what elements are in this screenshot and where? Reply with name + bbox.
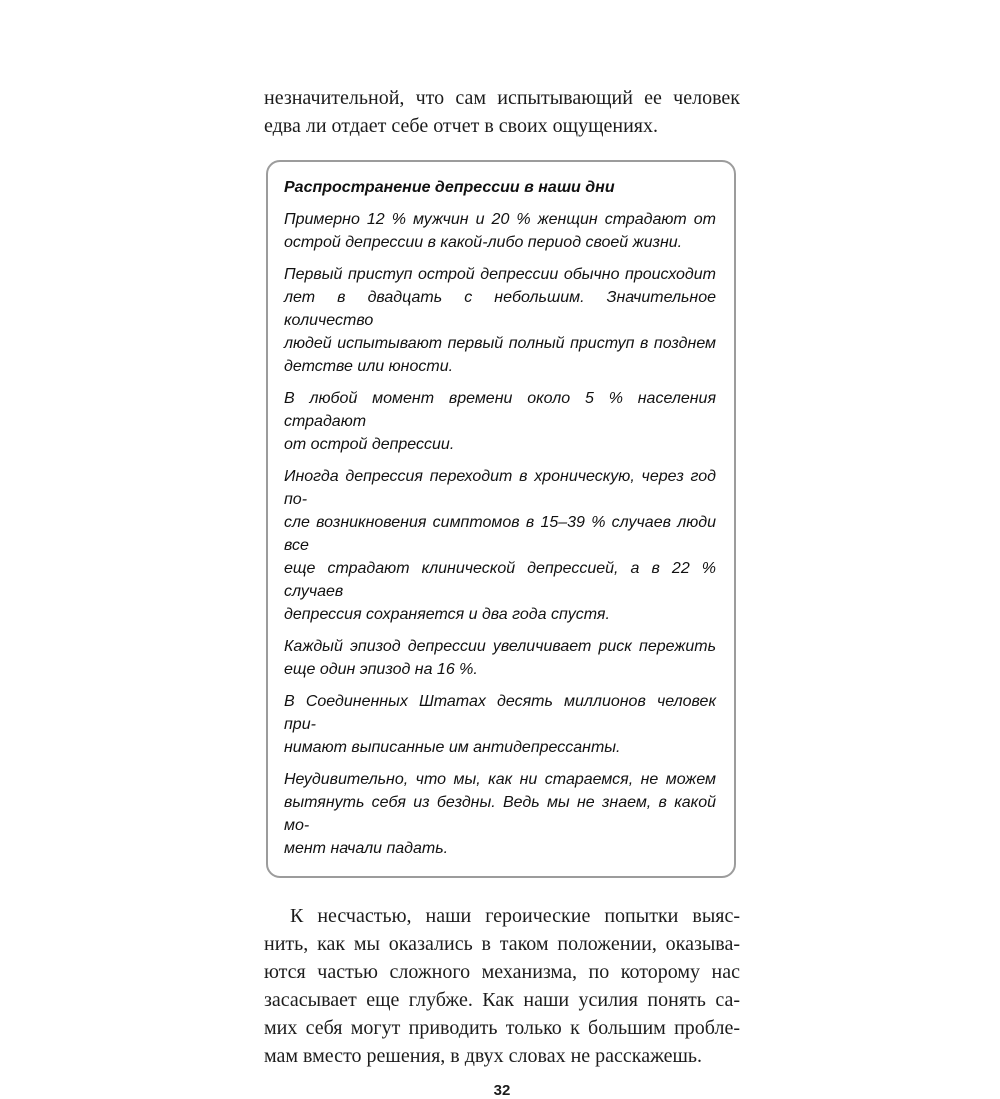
- info-box: [266, 160, 736, 878]
- text-line: мент начали падать.: [284, 840, 449, 857]
- text-line: К несчастью, наши героические попытки выяс-: [290, 905, 740, 927]
- info-box-paragraph: [284, 387, 716, 456]
- info-box-paragraph: [284, 263, 716, 378]
- text-line: В любой момент времени около 5 % населения страдают: [284, 390, 716, 430]
- text-line: незначительной, что сам испытывающий ее человек: [264, 87, 740, 109]
- text-line: депрессия сохраняется и два года спустя.: [284, 606, 610, 623]
- paragraph-bottom: [264, 902, 740, 1070]
- text-line: мих себя могут приводить только к большим пробле-: [264, 1017, 740, 1039]
- info-box-paragraph: [284, 465, 716, 626]
- text-line: Примерно 12 % мужчин и 20 % женщин страдают от: [284, 211, 716, 228]
- text-line: Иногда депрессия переходит в хроническую, через год по-: [284, 468, 716, 508]
- text-line: В Соединенных Штатах десять миллионов человек при-: [284, 693, 716, 733]
- text-line: еще один эпизод на 16 %.: [284, 661, 478, 678]
- text-line: лет в двадцать с небольшим. Значительное количество: [284, 289, 716, 329]
- info-box-paragraph: [284, 635, 716, 681]
- text-line: еще страдают клинической депрессией, а в 22 % случаев: [284, 560, 716, 600]
- text-line: Неудивительно, что мы, как ни стараемся, не можем: [284, 771, 716, 788]
- text-line: Каждый эпизод депрессии увеличивает риск пережить: [284, 638, 716, 655]
- text-line: засасывает еще глубже. Как наши усилия понять са-: [264, 989, 740, 1011]
- text-line: острой депрессии в какой-либо период своей жизни.: [284, 234, 683, 251]
- text-line: ются частью сложного механизма, по которому нас: [264, 961, 740, 983]
- paragraph-top: [264, 84, 740, 140]
- page-content: [264, 84, 740, 1099]
- text-line: сле возникновения симптомов в 15–39 % случаев люди все: [284, 514, 716, 554]
- text-line: от острой депрессии.: [284, 436, 455, 453]
- info-box-paragraph: [284, 208, 716, 254]
- info-box-paragraph: [284, 690, 716, 759]
- text-line: детстве или юности.: [284, 358, 454, 375]
- info-box-paragraph: [284, 768, 716, 860]
- text-line: вытянуть себя из бездны. Ведь мы не знаем, в какой мо-: [284, 794, 716, 834]
- text-line: Первый приступ острой депрессии обычно происходит: [284, 266, 716, 283]
- page-number: 32: [493, 1082, 511, 1099]
- text-line: нимают выписанные им антидепрессанты.: [284, 739, 621, 756]
- info-box-title: Распространение депрессии в наши дни: [284, 179, 615, 196]
- text-line: едва ли отдает себе отчет в своих ощущениях.: [264, 115, 658, 137]
- text-line: мам вместо решения, в двух словах не расскажешь.: [264, 1045, 703, 1067]
- text-line: нить, как мы оказались в таком положении, оказыва-: [264, 933, 740, 955]
- text-line: людей испытывают первый полный приступ в позднем: [284, 335, 716, 352]
